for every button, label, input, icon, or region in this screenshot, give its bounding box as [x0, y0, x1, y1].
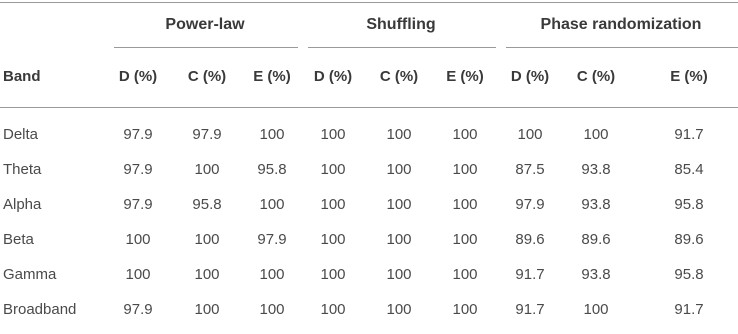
group-header-power-law: Power-law [165, 16, 245, 33]
row-label: Theta [3, 161, 42, 178]
table-cell: 100 [259, 266, 285, 283]
table-cell: 100 [452, 196, 478, 213]
table-cell: 85.4 [674, 161, 704, 178]
table-cell: 100 [517, 126, 543, 143]
row-label: Beta [3, 231, 34, 248]
column-header-shuffling-d: D (%) [313, 68, 353, 85]
table-cell: 100 [194, 301, 220, 318]
table-cell: 97.9 [123, 161, 153, 178]
table-cell: 97.9 [123, 301, 153, 318]
column-header-shuffling-c: C (%) [379, 68, 419, 85]
table-cell: 100 [386, 161, 412, 178]
table-cell: 97.9 [192, 126, 222, 143]
group-rule-phase-randomization [506, 47, 738, 48]
table-top-rule [0, 2, 738, 3]
row-label: Alpha [3, 196, 42, 213]
table-cell: 95.8 [192, 196, 222, 213]
table-cell: 100 [452, 231, 478, 248]
table-cell: 100 [583, 301, 609, 318]
column-header-power-law-d: D (%) [118, 68, 158, 85]
table-cell: 100 [194, 231, 220, 248]
group-rule-shuffling [308, 47, 496, 48]
column-header-phase-d: D (%) [510, 68, 550, 85]
table-cell: 91.7 [515, 301, 545, 318]
table-cell: 100 [320, 301, 346, 318]
table-cell: 100 [125, 266, 151, 283]
table-cell: 100 [386, 196, 412, 213]
table-cell: 100 [583, 126, 609, 143]
table-cell: 100 [452, 161, 478, 178]
table-cell: 97.9 [123, 126, 153, 143]
table-cell: 87.5 [515, 161, 545, 178]
table-cell: 100 [194, 161, 220, 178]
table-cell: 91.7 [674, 126, 704, 143]
column-header-power-law-e: E (%) [253, 68, 291, 85]
table-cell: 100 [386, 126, 412, 143]
column-header-power-law-c: C (%) [187, 68, 227, 85]
table-cell: 91.7 [515, 266, 545, 283]
table-cell: 95.8 [674, 196, 704, 213]
group-header-shuffling: Shuffling [366, 16, 436, 33]
header-bottom-rule [0, 107, 738, 108]
table-cell: 91.7 [674, 301, 704, 318]
table-cell: 100 [125, 231, 151, 248]
column-header-phase-e: E (%) [670, 68, 708, 85]
group-rule-power-law [114, 47, 298, 48]
table-cell: 93.8 [581, 196, 611, 213]
table-cell: 100 [259, 126, 285, 143]
table-cell: 97.9 [257, 231, 287, 248]
table-cell: 89.6 [515, 231, 545, 248]
table-cell: 89.6 [674, 231, 704, 248]
table-cell: 100 [320, 126, 346, 143]
table-cell: 100 [320, 266, 346, 283]
row-label: Delta [3, 126, 39, 143]
column-header-shuffling-e: E (%) [446, 68, 484, 85]
table-cell: 100 [386, 266, 412, 283]
table-cell: 100 [259, 301, 285, 318]
table-cell: 100 [259, 196, 285, 213]
table-cell: 100 [320, 231, 346, 248]
table-cell: 100 [320, 161, 346, 178]
table-cell: 93.8 [581, 266, 611, 283]
table-cell: 100 [320, 196, 346, 213]
table-cell: 100 [386, 301, 412, 318]
column-header-band: Band [3, 68, 41, 85]
table-cell: 97.9 [515, 196, 545, 213]
row-label: Broadband [3, 301, 77, 318]
table-cell: 100 [194, 266, 220, 283]
group-header-phase-randomization: Phase randomization [540, 16, 702, 33]
table-cell: 100 [452, 301, 478, 318]
table-cell: 100 [452, 126, 478, 143]
table-cell: 93.8 [581, 161, 611, 178]
table-cell: 89.6 [581, 231, 611, 248]
table-cell: 95.8 [674, 266, 704, 283]
column-header-phase-c: C (%) [576, 68, 616, 85]
table-cell: 100 [452, 266, 478, 283]
table-cell: 97.9 [123, 196, 153, 213]
table-cell: 95.8 [257, 161, 287, 178]
table-cell: 100 [386, 231, 412, 248]
row-label: Gamma [3, 266, 57, 283]
